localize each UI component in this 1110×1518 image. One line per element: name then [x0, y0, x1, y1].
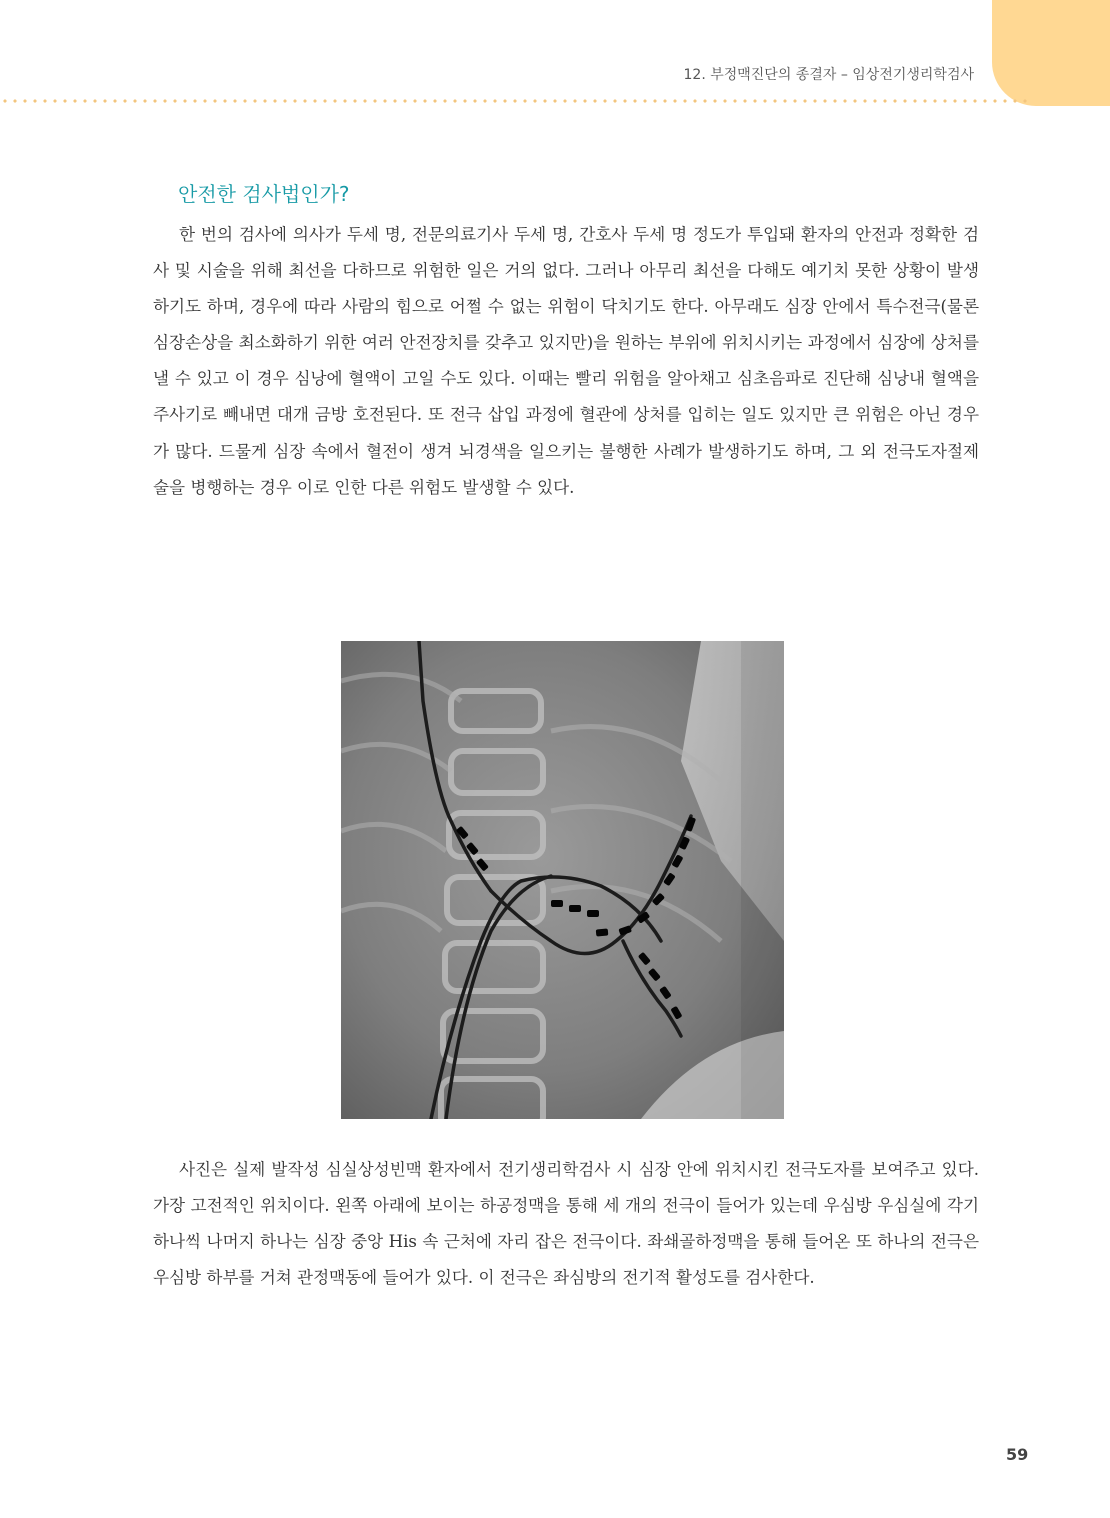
right-edge-shadow — [741, 641, 784, 1119]
section-heading: 안전한 검사법인가? — [178, 182, 350, 206]
fluoroscopy-drawing — [341, 641, 784, 1119]
fluoroscopy-image — [341, 641, 784, 1119]
figure-caption: 사진은 실제 발작성 심실상성빈맥 환자에서 전기생리학검사 시 심장 안에 위치시킨 전극도자를 보여주고 있다. 가장 고전적인 위치이다. 왼쪽 아래에 보이는 하공정맥을 통해 세 개의 전극이 들어가 있는데 우심방 우심실에 각기 하나씩 나머지 하나는 심장 중앙 His 속 근처에 자리 잡은 전극이다. 좌쇄골하정맥을 통해 들어온 또 하나의 전극은 우심방 하부를 거쳐 관정맥동에 들어가 있다. 이 전극은 좌심방의 전기적 활성도를 검사한다. — [153, 1160, 979, 1288]
body-paragraph: 한 번의 검사에 의사가 두세 명, 전문의료기사 두세 명, 간호사 두세 명 정도가 투입돼 환자의 안전과 정확한 검사 및 시술을 위해 최선을 다하므로 위험한 일은 거의 없다. 그러나 아무리 최선을 다해도 예기치 못한 상황이 발생하기도 하며, 경우에 따라 사람의 힘으로 어쩔 수 없는 위험이 닥치기도 한다. 아무래도 심장 안에서 특수전극(물론 심장손상을 최소화하기 위한 여러 안전장치를 갖추고 있지만)을 원하는 부위에 위치시키는 과정에서 심장에 상처를 낼 수 있고 이 경우 심낭에 혈액이 고일 수도 있다. 이때는 빨리 위험을 알아채고 심초음파로 진단해 심낭내 혈액을 주사기로 빼내면 대개 금방 호전된다. 또 전극 삽입 과정에 혈관에 상처를 입히는 일도 있지만 큰 위험은 아닌 경우가 많다. 드물게 심장 속에서 혈전이 생겨 뇌경색을 일으키는 불행한 사례가 발생하기도 하며, 그 외 전극도자절제술을 병행하는 경우 이로 인한 다른 위험도 발생할 수 있다. — [153, 225, 979, 497]
corner-tab — [992, 0, 1110, 106]
running-header: 12. 부정맥진단의 종결자 – 임상전기생리학검사 — [683, 67, 974, 83]
page-number: 59 — [1006, 1445, 1029, 1464]
dotted-divider — [0, 99, 1030, 103]
